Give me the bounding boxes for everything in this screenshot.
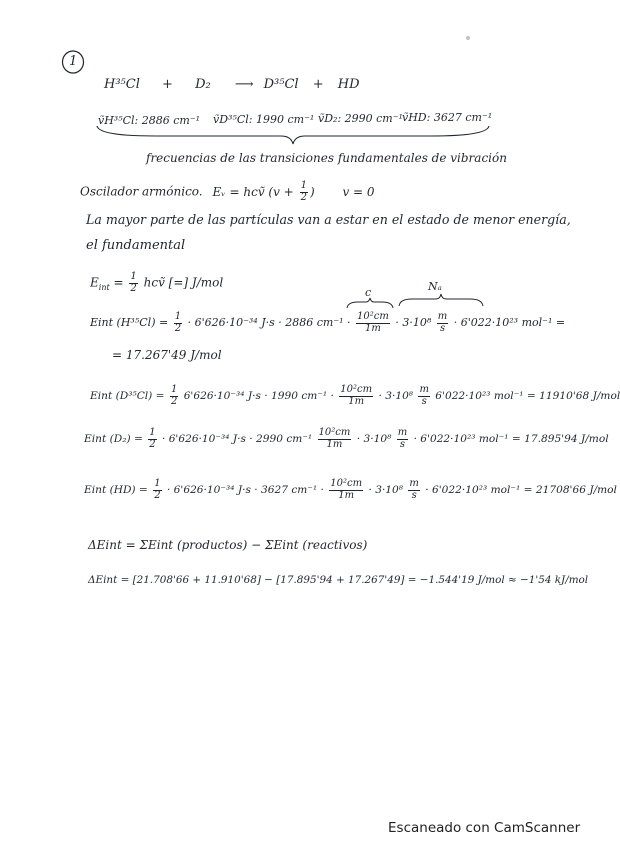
oscillator-line	[80, 181, 375, 203]
calc-d2: Eint (D₂) = $\frac{1}{2}$ · 6'626·10⁻³⁴ J·s · 2990 cm⁻¹ $\frac{\text{10²cm}}{1m}$ · 3·10⁸ $\frac{m}{s}$ · 6'022·10²³ mol⁻¹ = 17.895'94 J/mol	[84, 427, 609, 450]
calc-dcl: Eint (D³⁵Cl) = $\frac{1}{2}$ 6'626·10⁻³⁴ J·s · 1990 cm⁻¹ · $\frac{\text{10²cm}}{1m}$ · 3·10⁸ $\frac{m}{s}$ 6'022·10²³ mol⁻¹ = 11910'68 J/mol	[90, 384, 620, 407]
label-c: c	[365, 286, 372, 299]
delta-calculation: ΔEint = [21.708'66 + 11.910'68] − [17.895'94 + 17.267'49] = −1.544'19 J/mol ≈ −1'54 kJ/mol	[88, 574, 589, 586]
label-na: Nₐ	[428, 280, 442, 293]
half-fraction: $\frac{1}{2}$	[130, 271, 137, 294]
brace-na	[398, 293, 484, 307]
vibrational-energy-formula: Eᵥ = hcṽ (v + $\frac{1}{2}$ )	[212, 180, 315, 203]
delta-definition: ΔEint = ΣEint (productos) − ΣEint (reactivos)	[88, 538, 368, 552]
vibrational-level: v = 0	[342, 184, 375, 199]
plus-sign-2: +	[312, 77, 324, 92]
freq-hd: ṽHD: 3627 cm⁻¹	[402, 111, 493, 124]
reactant-hcl: H³⁵Cl	[104, 77, 140, 92]
statement-line-1: La mayor parte de las partículas van a estar en el estado de menor energía,	[86, 212, 571, 227]
freq-d2: ṽD₂: 2990 cm⁻¹	[318, 112, 403, 125]
oscillator-label: Oscilador armónico.	[80, 184, 203, 199]
problem-number: 1	[69, 54, 78, 69]
statement-line-2: el fundamental	[86, 238, 186, 253]
freq-hcl: ṽH³⁵Cl: 2886 cm⁻¹	[98, 114, 201, 127]
result-hcl: = 17.267'49 J/mol	[112, 348, 222, 362]
product-hd: HD	[337, 77, 360, 92]
scan-speck	[466, 36, 470, 40]
freq-dcl: ṽD³⁵Cl: 1990 cm⁻¹	[213, 113, 315, 126]
zero-point-energy: $E_{int}$ = $\frac{1}{2}$ hcṽ [=] J/mol	[90, 271, 224, 294]
reactant-d2: D₂	[195, 77, 211, 92]
frequencies-brace	[95, 124, 491, 146]
scanner-watermark: Escaneado con CamScanner	[388, 820, 581, 836]
brace-c	[346, 297, 394, 309]
calc-hcl: Eint (H³⁵Cl) = $\frac{1}{2}$ · 6'626·10⁻³⁴ J·s · 2886 cm⁻¹ · $\frac{\text{10²cm}}{1m}$ · 3·10⁸ $\frac{m}{s}$ · 6'022·10²³ mol⁻¹ =	[90, 311, 566, 334]
reaction-arrow: ⟶	[234, 77, 254, 92]
product-dcl: D³⁵Cl	[263, 77, 299, 92]
frequencies-caption: frecuencias de las transiciones fundamentales de vibración	[146, 151, 507, 165]
plus-sign: +	[162, 77, 173, 92]
reaction-equation	[104, 77, 360, 92]
half-fraction: $\frac{1}{2}$	[300, 180, 307, 203]
calc-hd: Eint (HD) = $\frac{1}{2}$ · 6'626·10⁻³⁴ J·s · 3627 cm⁻¹ · $\frac{\text{10²cm}}{1m}$ · 3·10⁸ $\frac{m}{s}$ · 6'022·10²³ mol⁻¹ = 21708'66 J/mol	[84, 478, 617, 501]
